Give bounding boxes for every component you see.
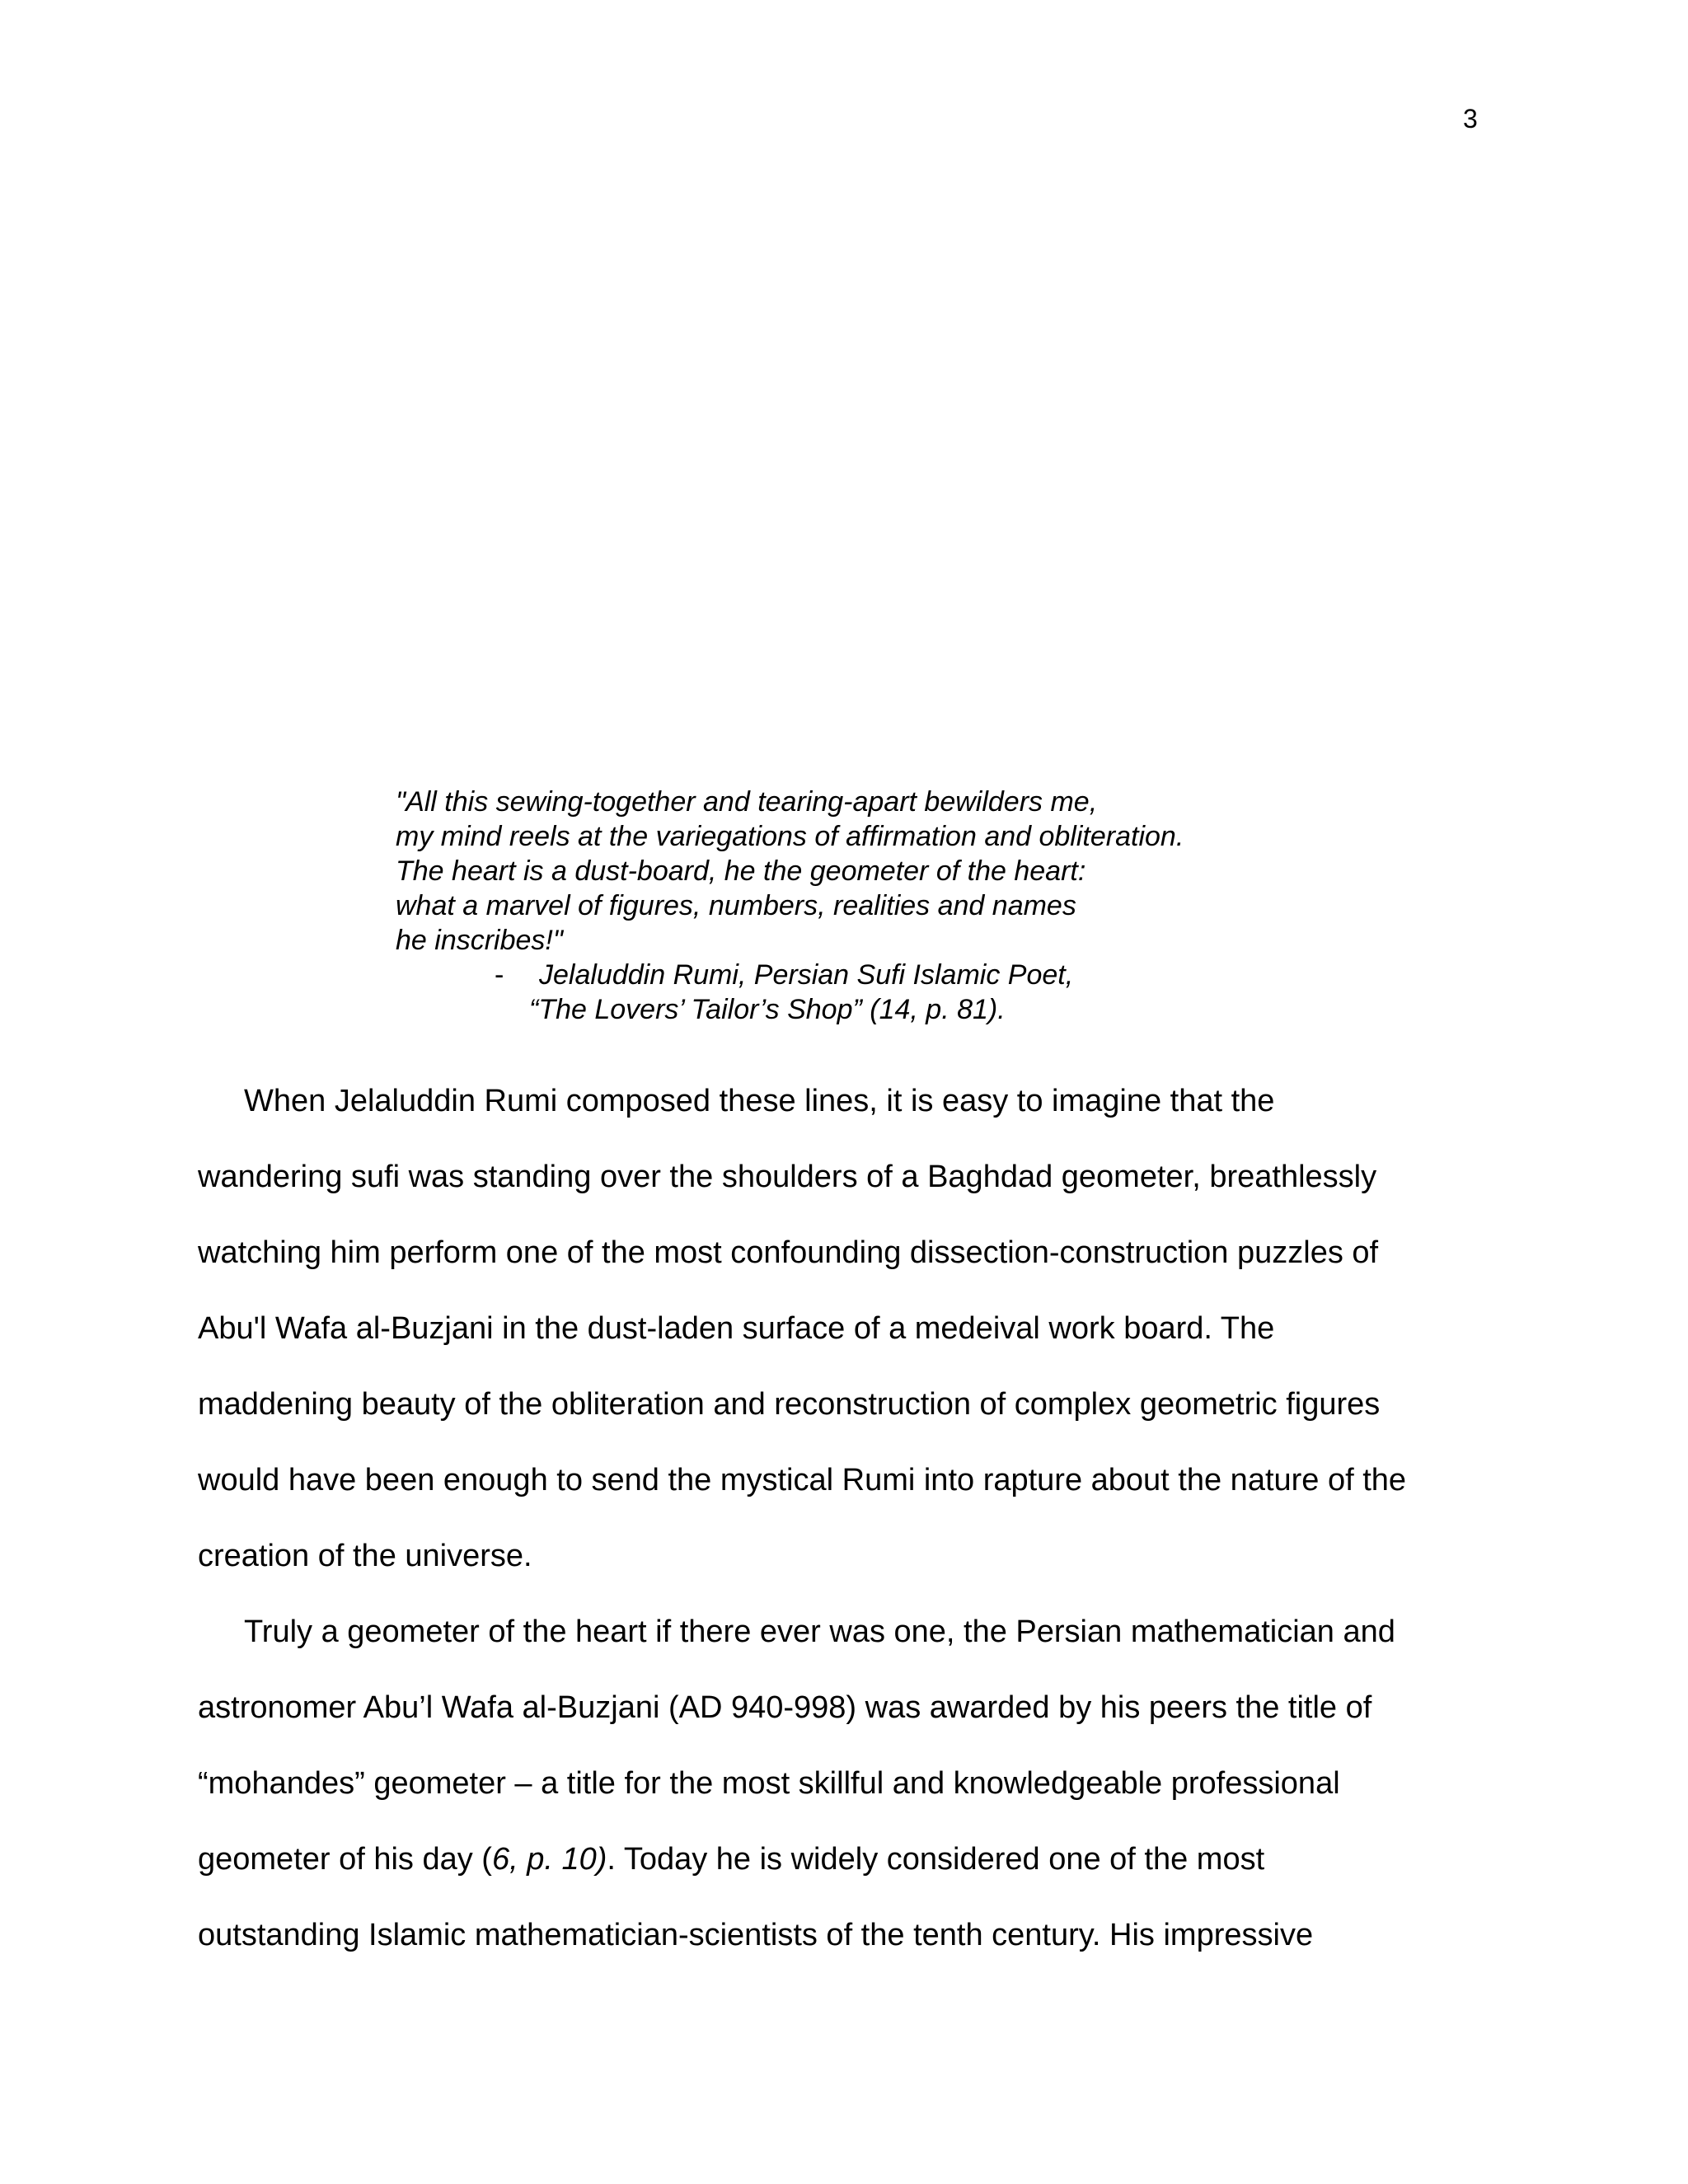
paragraph-2-line: Truly a geometer of the heart if there ever was one, the Persian mathematician and: [244, 1615, 1395, 1649]
epigraph-line: "All this sewing-together and tearing-apart bewilders me,: [396, 786, 1098, 818]
paragraph-1-line: Abu'l Wafa al-Buzjani in the dust-laden surface of a medeival work board. The: [198, 1311, 1275, 1346]
paragraph-2-text: geometer of his day (: [198, 1842, 492, 1877]
page-number: 3: [1463, 104, 1478, 134]
attribution-line-author: [495, 958, 1401, 992]
paragraph-1-line: creation of the universe.: [198, 1539, 532, 1573]
citation: 6, p. 10): [491, 1842, 607, 1877]
attribution-author: Jelaluddin Rumi, Persian Sufi Islamic Poet,: [539, 959, 1074, 991]
epigraph-attribution: [495, 958, 1401, 1027]
paragraph-2-line: outstanding Islamic mathematician-scientists of the tenth century. His impressive: [198, 1918, 1314, 1952]
epigraph-line: The heart is a dust-board, he the geometer of the heart:: [396, 855, 1086, 887]
paragraph-2-line: [198, 1821, 1500, 1897]
paragraph-1-line: When Jelaluddin Rumi composed these lines, it is easy to imagine that the: [244, 1084, 1275, 1118]
paragraph-2-text: . Today he is widely considered one of the most: [607, 1842, 1265, 1877]
epigraph-line: what a marvel of figures, numbers, realities and names: [396, 890, 1076, 921]
paragraph-2-line: astronomer Abu’l Wafa al-Buzjani (AD 940-998) was awarded by his peers the title of: [198, 1690, 1372, 1725]
paragraph-2-line: “mohandes” geometer – a title for the most skillful and knowledgeable professional: [198, 1766, 1340, 1801]
paragraph-1-line: maddening beauty of the obliteration and reconstruction of complex geometric figures: [198, 1387, 1381, 1422]
epigraph-line: he inscribes!": [396, 925, 563, 956]
paragraph-1-line: wandering sufi was standing over the shoulders of a Baghdad geometer, breathlessly: [198, 1160, 1377, 1194]
epigraph-line: my mind reels at the variegations of affirmation and obliteration.: [396, 821, 1184, 852]
body-text: [198, 1063, 1500, 1973]
paragraph-1-line: would have been enough to send the mystical Rumi into rapture about the nature of the: [198, 1463, 1407, 1497]
attribution-dash: -: [495, 959, 504, 991]
paragraph-1-line: watching him perform one of the most confounding dissection-construction puzzles of: [198, 1235, 1379, 1270]
attribution-line-source: “The Lovers’ Tailor’s Shop” (14, p. 81).: [529, 994, 1006, 1025]
epigraph-quote: [396, 785, 1385, 958]
